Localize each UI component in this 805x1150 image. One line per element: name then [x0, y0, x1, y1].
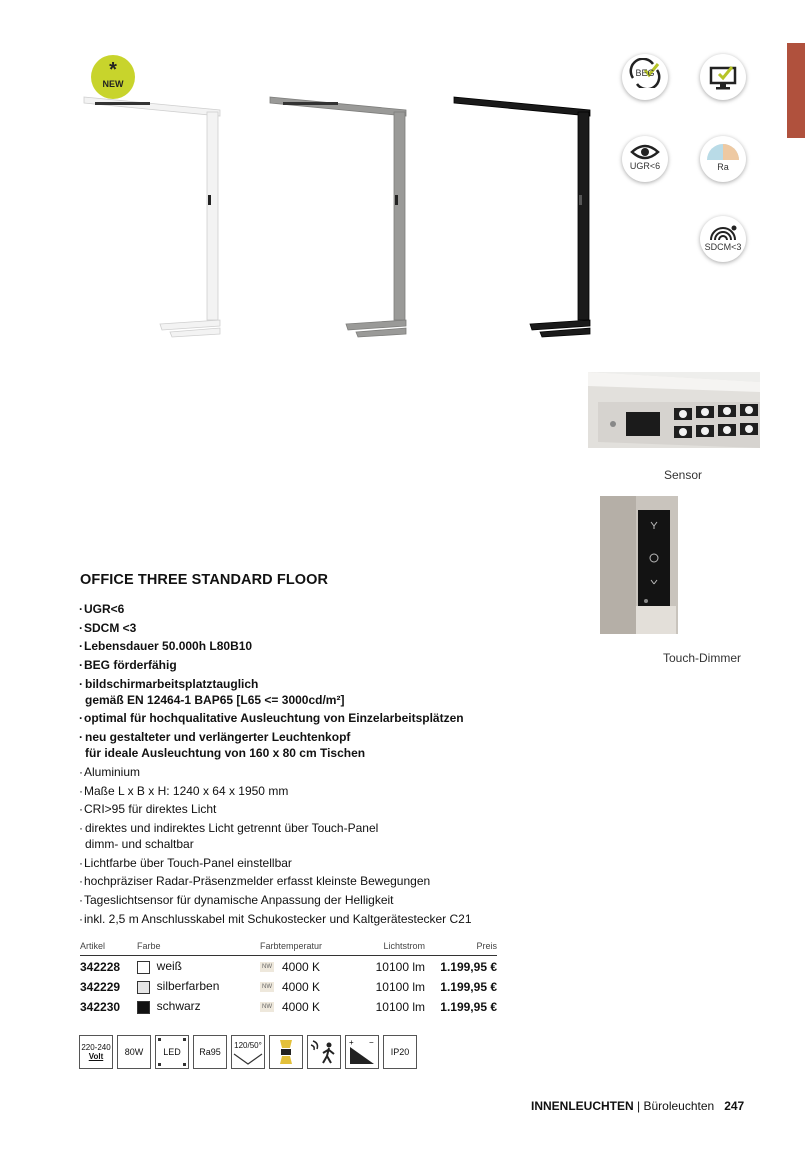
feature-item [79, 820, 539, 852]
page-footer [531, 1099, 744, 1113]
feature-item: · Tageslichtsensor für dynamische Anpassung der Helligkeit [79, 892, 539, 908]
color-swatch [137, 1001, 150, 1014]
touch-dimmer-caption: Touch-Dimmer [663, 651, 742, 665]
feature-item: · Aluminium [79, 764, 539, 780]
spec-icon-row [79, 1035, 417, 1069]
color-swatch [137, 961, 150, 974]
touch-dimmer-photo [600, 496, 678, 634]
new-star-icon: * [109, 59, 117, 81]
sensor-photo [588, 372, 760, 448]
feature-line: · bildschirmarbeitsplatztauglich [85, 676, 259, 691]
farbe-cell [137, 976, 260, 996]
feature-item [79, 676, 539, 708]
voltage-range: 220-240 [81, 1043, 111, 1052]
lumen-value: 10100 lm [375, 979, 425, 994]
feature-item [79, 729, 539, 761]
footer-section: INNENLEUCHTEN [531, 1099, 634, 1113]
ra-label: Ra [717, 162, 729, 172]
temp-cell [260, 996, 355, 1016]
artikel-number: 342228 [80, 959, 121, 974]
feature-item: · hochpräziser Radar-Präsenzmelder erfasst kleinste Bewegungen [79, 873, 539, 889]
beam-angle-icon [231, 1035, 265, 1069]
feature-line: für ideale Ausleuchtung von 160 x 80 cm Tischen [85, 746, 366, 761]
sdcm-icon [700, 216, 746, 262]
feature-item: · Lichtfarbe über Touch-Panel einstellbar [79, 855, 539, 871]
feature-line: gemäß EN 12464-1 BAP65 [L65 <= 3000cd/m²] [85, 692, 345, 707]
lamp-silver [270, 97, 406, 337]
feature-item: · optimal für hochqualitative Ausleuchtung von Einzelarbeitsplätzen [79, 710, 539, 726]
sensor-caption: Sensor [664, 468, 703, 482]
col-farbtemperatur: Farbtemperatur [260, 941, 355, 956]
wattage-icon: 80W [117, 1035, 151, 1069]
voltage-unit: Volt [88, 1052, 104, 1061]
up-down-light-icon [269, 1035, 303, 1069]
sdcm-label: SDCM<3 [704, 242, 742, 252]
motion-sensor-icon [307, 1035, 341, 1069]
ugr-label: UGR<6 [629, 161, 661, 171]
table-row [80, 976, 497, 996]
artikel-number: 342229 [80, 979, 121, 994]
product-lamps-illustration [80, 90, 610, 340]
feature-item: · UGR<6 [79, 601, 539, 617]
temp-cell [260, 956, 355, 977]
voltage-icon [79, 1035, 113, 1069]
section-tab-marker [787, 43, 805, 138]
price-value: 1.199,95 € [440, 999, 497, 1014]
lumen-value: 10100 lm [375, 959, 425, 974]
col-farbe: Farbe [137, 941, 260, 956]
beg-label: BEG [635, 68, 655, 78]
page-number: 247 [724, 1099, 745, 1113]
ra-icon [700, 136, 746, 182]
feature-line: · direktes und indirektes Licht getrennt über Touch-Panel [85, 820, 379, 835]
lamp-white [84, 97, 220, 337]
monitor-check-icon [700, 54, 746, 100]
beg-icon [622, 54, 668, 100]
svg-text:−: − [369, 1038, 374, 1047]
feature-item: · BEG förderfähig [79, 657, 539, 673]
ra-value-icon: Ra95 [193, 1035, 227, 1069]
farbe-label: weiß [156, 959, 183, 974]
feature-item: · SDCM <3 [79, 620, 539, 636]
feature-item: · Maße L x B x H: 1240 x 64 x 1950 mm [79, 783, 539, 799]
lamp-black [454, 97, 590, 337]
footer-subsection: Büroleuchten [643, 1099, 715, 1113]
farbe-label: schwarz [156, 999, 201, 1014]
feature-line: dimm- und schaltbar [85, 836, 194, 851]
col-preis: Preis [425, 941, 497, 956]
farbe-label: silberfarben [156, 979, 220, 994]
nw-icon: NW [262, 984, 272, 991]
feature-list [79, 601, 539, 929]
beam-angle-label: 120/50° [234, 1041, 262, 1050]
ugr-eye-icon [622, 136, 668, 182]
nw-icon: NW [262, 964, 272, 971]
footer-separator: | [633, 1099, 644, 1113]
feature-line: · neu gestalteter und verlängerter Leuchtenkopf [85, 730, 351, 745]
price-value: 1.199,95 € [440, 979, 497, 994]
table-row [80, 996, 497, 1016]
new-badge [91, 55, 135, 99]
col-lichtstrom: Lichtstrom [355, 941, 425, 956]
ip-rating-icon: IP20 [383, 1035, 417, 1069]
svg-text:+: + [349, 1038, 354, 1047]
price-value: 1.199,95 € [440, 959, 497, 974]
color-swatch [137, 981, 150, 994]
nw-icon: NW [262, 1004, 272, 1011]
feature-item: · Lebensdauer 50.000h L80B10 [79, 638, 539, 654]
temp-value: 4000 K [282, 999, 321, 1014]
artikel-number: 342230 [80, 999, 121, 1014]
feature-item: · CRI>95 für direktes Licht [79, 801, 539, 817]
temp-value: 4000 K [282, 959, 321, 974]
farbe-cell [137, 996, 260, 1016]
led-icon [155, 1035, 189, 1069]
table-row [80, 956, 497, 977]
article-table [80, 941, 497, 1016]
new-label: NEW [102, 79, 124, 89]
farbe-cell [137, 956, 260, 977]
col-artikel: Artikel [80, 941, 137, 956]
feature-item: · inkl. 2,5 m Anschlusskabel mit Schukostecker und Kaltgerätestecker C21 [79, 911, 539, 927]
dimming-icon [345, 1035, 379, 1069]
led-label: LED [163, 1046, 181, 1057]
temp-cell [260, 976, 355, 996]
lumen-value: 10100 lm [375, 999, 425, 1014]
product-title: OFFICE THREE STANDARD FLOOR [80, 572, 329, 588]
temp-value: 4000 K [282, 979, 321, 994]
